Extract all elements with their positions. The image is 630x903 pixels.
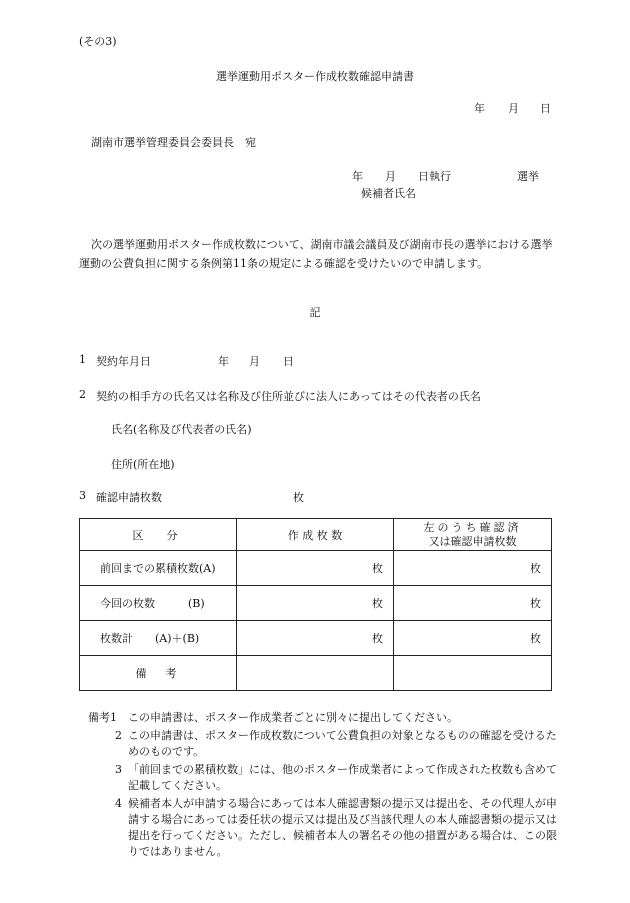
note-item	[88, 710, 558, 726]
note-text: 「前回までの累積枚数」には、他のポスター作成業者によって作成された枚数も含めて記載してください。	[128, 763, 557, 792]
table-row	[80, 586, 552, 621]
ki-heading: 記	[309, 306, 321, 319]
row-created-value: 枚	[237, 586, 394, 621]
note-number: 4	[115, 797, 122, 810]
item-3-number: 3	[79, 489, 86, 502]
note-number: 備考1	[88, 711, 117, 724]
header-category: 区 分	[80, 519, 237, 551]
header-confirmed-line-1: 左のうち確認済	[423, 520, 522, 534]
date-month: 月	[508, 102, 519, 115]
row-created-value	[237, 656, 394, 691]
header-confirmed-line-2: 又は確認申請枚数	[428, 534, 517, 548]
item-1-label: 契約年月日	[96, 355, 151, 368]
row-created-value: 枚	[237, 621, 394, 656]
row-label: 今回の枚数 (B)	[80, 586, 237, 621]
item-1-day: 日	[283, 355, 294, 368]
item-2-number: 2	[79, 388, 86, 401]
election-year: 年	[352, 170, 363, 183]
body-text-line-1: 次の選挙運動用ポスター作成枚数について、湖南市議会議員及び湖南市長の選挙における選挙	[91, 238, 553, 251]
body-text-line-2: 運動の公費負担に関する条例第11条の規定による確認を受けたいので申請します。	[79, 257, 489, 270]
page-title: 選挙運動用ポスター作成枚数確認申請書	[216, 70, 414, 83]
note-text: この申請書は、ポスター作成業者ごとに別々に提出してください。	[128, 711, 458, 724]
form-number: (その3)	[79, 35, 117, 48]
table-row	[80, 621, 552, 656]
note-text: この申請書は、ポスター作成枚数について公費負担の対象となるものの確認を受けるためのものです。	[128, 729, 557, 758]
note-item	[88, 796, 558, 860]
note-item	[88, 762, 558, 794]
remarks-notes	[88, 710, 558, 862]
table-row	[80, 656, 552, 691]
item-1-year: 年	[218, 355, 229, 368]
row-confirmed-value: 枚	[394, 621, 552, 656]
row-label-remarks: 備 考	[80, 656, 237, 691]
item-2-label: 契約の相手方の氏名又は名称及び住所並びに法人にあってはその代表者の氏名	[96, 390, 481, 403]
header-created-count: 作 成 枚 数	[237, 519, 394, 551]
row-label: 枚数計 (A)＋(B)	[80, 621, 237, 656]
note-number: 2	[115, 729, 122, 742]
item-1-number: 1	[79, 353, 86, 366]
election-label: 選挙	[517, 170, 539, 183]
item-3-label: 確認申請枚数	[96, 491, 162, 504]
election-month: 月	[385, 170, 396, 183]
table-header-row	[80, 519, 552, 551]
contractor-address-label: 住所(所在地)	[111, 458, 175, 471]
note-text: 候補者本人が申請する場合にあっては本人確認書類の提示又は提出を、その代理人が申請する場合にあっては委任状の提示又は提出及び当該代理人の本人確認書類の提示又は提出を行ってください。ただし、候補者本人の署名その他の措置がある場合は、この限りではありません。	[128, 797, 557, 858]
row-label: 前回までの累積枚数(A)	[80, 551, 237, 586]
contractor-name-label: 氏名(名称及び代表者の氏名)	[111, 423, 252, 436]
item-1-month: 月	[249, 355, 260, 368]
table-row	[80, 551, 552, 586]
poster-count-table	[79, 518, 552, 691]
candidate-name-label: 候補者氏名	[361, 187, 416, 200]
row-created-value: 枚	[237, 551, 394, 586]
date-day: 日	[540, 102, 551, 115]
date-year: 年	[474, 102, 485, 115]
note-number: 3	[115, 763, 122, 776]
row-confirmed-value: 枚	[394, 586, 552, 621]
row-confirmed-value	[394, 656, 552, 691]
header-confirmed-count	[394, 519, 552, 551]
note-item	[88, 728, 558, 760]
election-held: 日執行	[418, 170, 451, 183]
item-3-unit: 枚	[293, 491, 304, 504]
row-confirmed-value: 枚	[394, 551, 552, 586]
addressee: 湖南市選挙管理委員会委員長 宛	[91, 136, 256, 149]
